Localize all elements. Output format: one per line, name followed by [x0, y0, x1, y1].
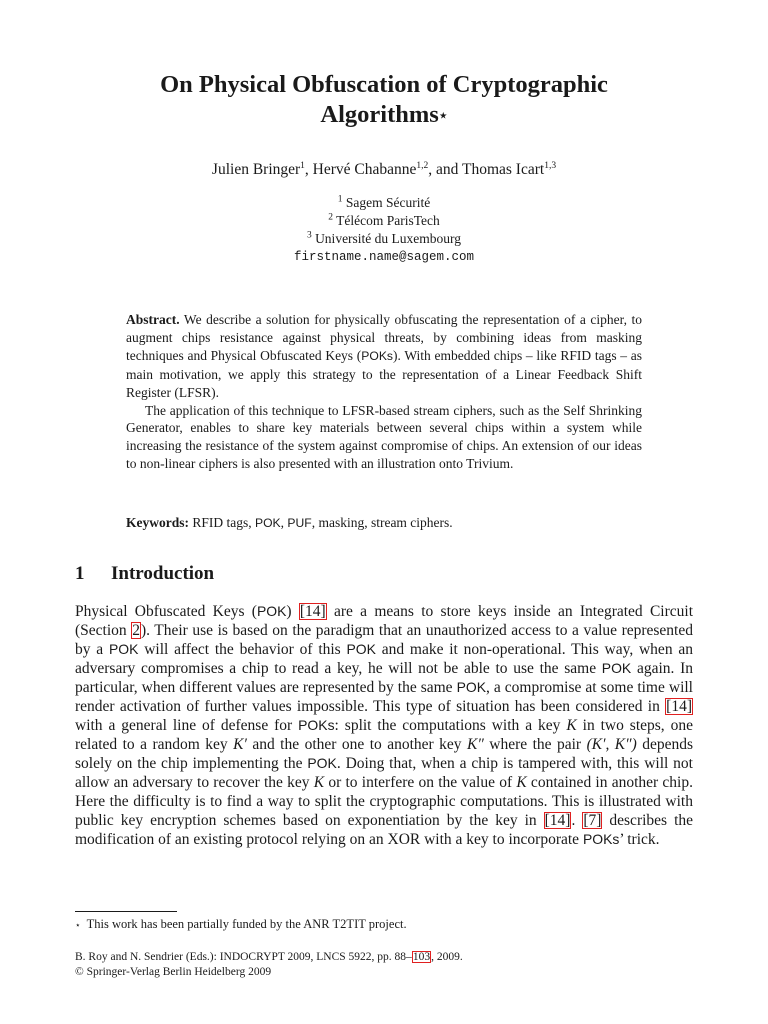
author-separator: , and — [428, 161, 462, 178]
body-text: describes the modification of an existing protocol relying on an XOR with a key to incorporate — [75, 812, 693, 848]
acronym: POK — [456, 679, 487, 695]
body-text: where the pair — [483, 736, 587, 753]
abstract-text: We describe a solution for physically obfuscating the representation of a cipher, to augment chips resistance against physical threats, by combining ideas from masking techniques and Physical Obfuscated Keys ( — [126, 312, 642, 363]
body-text: in two steps, one related to a random key — [75, 717, 693, 753]
section-title: Introduction — [111, 563, 215, 584]
acronym: POKs — [582, 831, 620, 847]
affiliation-name: Sagem Sécurité — [345, 195, 431, 210]
author-affiliation-mark: 1,2 — [416, 160, 429, 171]
affiliation-mark: 3 — [306, 230, 312, 241]
abstract — [126, 311, 642, 473]
author-affiliation-mark: 1 — [300, 160, 305, 171]
math-symbol: K — [566, 717, 577, 734]
body-text: ’ trick. — [619, 831, 660, 848]
abstract-paragraph — [126, 311, 642, 402]
acronym: POKs — [361, 348, 393, 363]
acronym: POK — [255, 516, 281, 530]
math-symbol: K — [313, 774, 325, 791]
body-text: and make it non-operational. This way, when an adversary compromises a chip to read a key, he will not be able to use the same — [75, 641, 693, 677]
affiliation-mark: 2 — [328, 212, 333, 223]
body-text: again. In particular, when different values are represented by the same — [75, 660, 693, 696]
acronym: POK — [108, 641, 139, 657]
keywords-text: , — [280, 515, 288, 530]
math-symbol: K″ — [467, 736, 484, 753]
body-text: contained in another chip. Here the difficulty is to find a way to split the cryptographic computations. This is illustrated with public key encryption schemes based on exponentiation by the key in — [75, 774, 693, 829]
keywords-label: Keywords: — [126, 515, 189, 530]
affiliation-mark: 1 — [337, 194, 343, 205]
intro-paragraph — [75, 602, 693, 849]
section-number: 1 — [75, 563, 85, 584]
citation-link[interactable]: [14] — [299, 603, 326, 620]
body-text: with a general line of defense for — [75, 717, 299, 734]
author-name: Hervé Chabanne — [312, 161, 417, 178]
publication-credits — [75, 950, 463, 979]
section-heading — [75, 563, 214, 585]
author-name: Thomas Icart — [462, 161, 545, 178]
body-text: and the other one to another key — [246, 736, 468, 753]
keywords-text: RFID tags, — [189, 515, 256, 530]
credits-text: , 2009. — [431, 951, 463, 963]
last-page-link[interactable]: 103 — [412, 951, 431, 963]
section-link[interactable]: 2 — [132, 622, 140, 639]
title-line-2: Algorithms — [320, 101, 439, 128]
body-text: ). Their use is based on the paradigm that an unauthorized access to a value represented by a — [75, 622, 693, 658]
citation-link[interactable]: [7] — [583, 812, 602, 829]
author-name: Julien Bringer — [211, 161, 301, 178]
acronym: POK — [601, 660, 632, 676]
body-text: will affect the behavior of this — [138, 641, 347, 658]
acronym: POKs — [298, 717, 335, 733]
body-text: are a means to store keys inside an Integrated Circuit (Section — [75, 603, 694, 639]
paper-title — [60, 70, 708, 130]
body-text: . Doing that, when a chip is tampered with, this will not allow an adversary to recover the key — [75, 755, 693, 791]
body-text: : split the computations with a key — [334, 717, 567, 734]
body-text: or to interfere on the value of — [324, 774, 517, 791]
abstract-text: ). With embedded chips – like RFID tags – as main motivation, we apply this strategy to the representation of a Linear Feedback Shift Register (LFSR). — [126, 347, 643, 400]
math-symbol: K′ — [233, 736, 247, 753]
body-text: ) — [286, 603, 299, 620]
acronym: PUF — [287, 516, 312, 530]
abstract-paragraph: The application of this technique to LFSR-based stream ciphers, such as the Self Shrinking Generator, enables to share key materials between several chips within a system while increasing the resistance of the system against compromise of chips. An extension of our ideas to non-linear ciphers is also presented with an illustration onto Trivium. — [126, 402, 642, 472]
body-text: , a compromise at some time will render activation of further values impossible. This type of situation has been considered in — [75, 679, 693, 715]
abstract-label: Abstract. — [126, 312, 180, 327]
paragraph-text — [75, 602, 693, 849]
acronym: POK — [307, 755, 337, 771]
body-text: depends solely on the chip implementing the — [75, 736, 694, 772]
citation-link[interactable]: [14] — [666, 698, 692, 715]
acronym: POK — [256, 603, 287, 619]
title-footnote-mark: ⋆ — [438, 109, 448, 124]
author-list — [60, 160, 708, 180]
affiliation-name: Télécom ParisTech — [336, 213, 440, 228]
affiliation-name: Université du Luxembourg — [315, 231, 462, 246]
math-symbol: (K′, K″) — [586, 736, 637, 753]
keywords-text: , masking, stream ciphers. — [311, 515, 453, 530]
author-email: firstname.name@sagem.com — [293, 250, 475, 264]
footnote-divider — [75, 911, 177, 912]
keywords — [126, 514, 642, 532]
citation-link[interactable]: [14] — [544, 812, 571, 829]
acronym: POK — [346, 641, 376, 657]
body-text: . — [571, 812, 583, 829]
affiliation — [60, 194, 708, 212]
title-line-1: On Physical Obfuscation of Cryptographic — [160, 71, 608, 98]
footnote-mark: ⋆ — [75, 920, 81, 930]
author-separator: , — [304, 161, 313, 178]
math-symbol: K — [516, 774, 527, 791]
affiliation — [60, 212, 708, 230]
copyright-line: © Springer-Verlag Berlin Heidelberg 2009 — [75, 965, 272, 978]
body-text: Physical Obfuscated Keys ( — [75, 603, 257, 620]
affiliation — [60, 230, 708, 248]
credits-text: B. Roy and N. Sendrier (Eds.): INDOCRYPT 2009, LNCS 5922, pp. 88– — [75, 951, 412, 963]
author-affiliation-mark: 1,3 — [544, 160, 557, 171]
footnote — [75, 916, 407, 932]
footnote-text: This work has been partially funded by the ANR T2TIT project. — [86, 917, 407, 931]
